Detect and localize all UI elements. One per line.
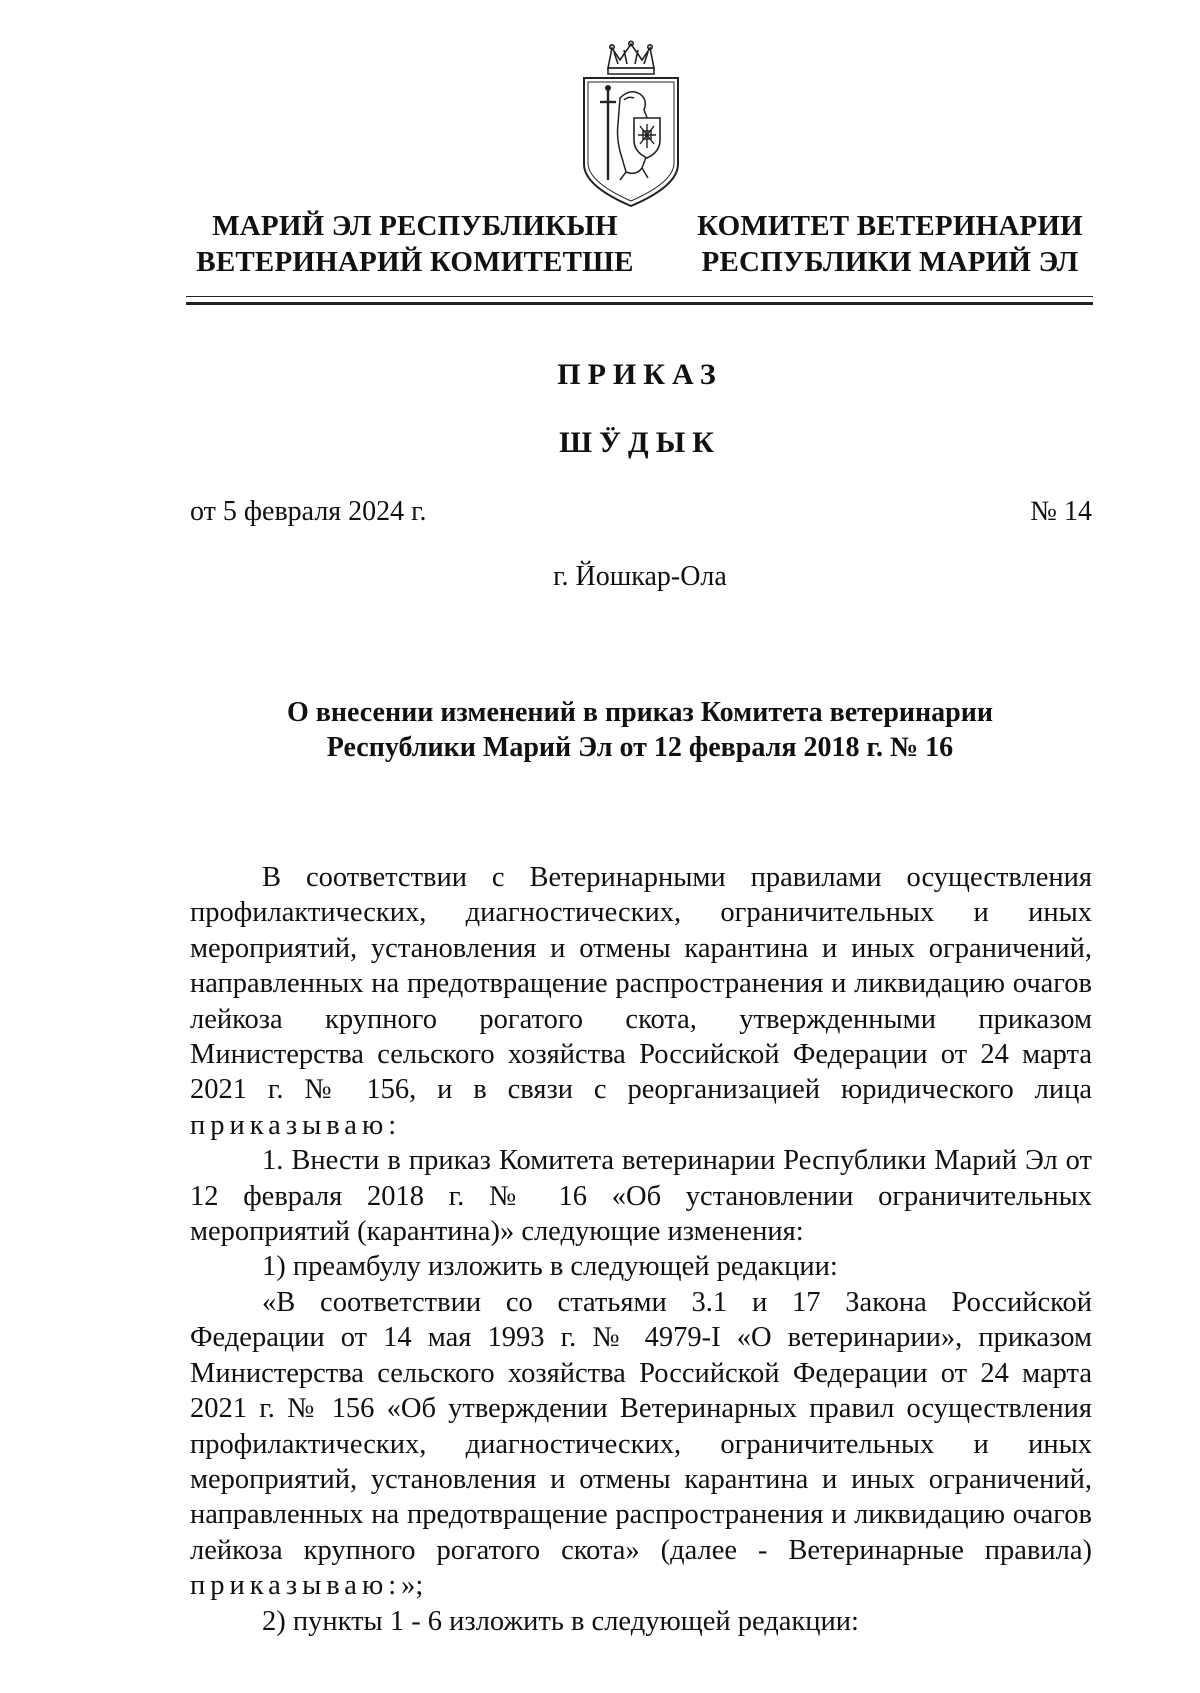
paragraph-preamble-order: приказываю: (190, 1109, 402, 1141)
subject-line1: О внесении изменений в приказ Комитета ветеринарии (286, 697, 994, 728)
document-number: № 14 (1030, 496, 1092, 527)
header-mari-line1: МАРИЙ ЭЛ РЕСПУБЛИКЫН (212, 210, 618, 242)
paragraph-quoted-end: »; (401, 1570, 424, 1602)
header-divider-thick (186, 302, 1093, 305)
subject-line2: Республики Марий Эл от 12 февраля 2018 г. № 16 (326, 732, 954, 763)
coat-of-arms-icon (578, 40, 684, 208)
paragraph-item-1: 1. Внести в приказ Комитета ветеринарии Республики Марий Эл от 12 февраля 2018 г. № 16 «Об установлении ограничительных мероприятий (карантина)» следующие изменения: (190, 1145, 1092, 1248)
paragraph-quoted-preamble (190, 1285, 1092, 1604)
document-subject (190, 695, 1090, 765)
header-russian (660, 208, 1120, 280)
paragraph-subitem-2: 2) пункты 1 - 6 изложить в следующей редакции: (262, 1605, 859, 1637)
paragraph-preamble (190, 860, 1092, 1143)
document-body (190, 860, 1092, 1639)
header-mari (180, 208, 650, 280)
paragraph-preamble-text: В соответствии с Ветеринарными правилами осуществления профилактических, диагностических, ограничительных и иных мероприятий, установления и отмены карантина и иных ограничений, направленных на предотвращение распространения и ликвидацию очагов лейкоза крупного рогатого скота, утвержденными приказом Министерства сельского хозяйства Российской Федерации от 24 марта 2021 г. № 156, и в связи с реорганизацией юридического лица (190, 862, 1092, 1106)
document-city: г. Йошкар-Ола (553, 561, 727, 592)
document-title-mari: ШӰДЫК (559, 426, 721, 459)
header-mari-line2: ВЕТЕРИНАРИЙ КОМИТЕТШЕ (196, 246, 634, 278)
document-date: от 5 февраля 2024 г. (190, 496, 427, 527)
header-russian-line1: КОМИТЕТ ВЕТЕРИНАРИИ (697, 210, 1083, 242)
document-title-ru: ПРИКАЗ (557, 358, 723, 391)
header-divider-thin (186, 296, 1093, 297)
paragraph-quoted-text: «В соответствии со статьями 3.1 и 17 Закона Российской Федерации от 14 мая 1993 г. № 4979-I «О ветеринарии», приказом Министерства сельского хозяйства Российской Федерации от 24 марта 2021 г. № 156 «Об утверждении Ветеринарных правил осуществления профилактических, диагностических, ограничительных и иных мероприятий, установления и отмены карантина и иных ограничений, направленных на предотвращение распространения и ликвидацию очагов лейкоза крупного рогатого скота» (далее - Ветеринарные правила) (190, 1286, 1092, 1566)
header-russian-line2: РЕСПУБЛИКИ МАРИЙ ЭЛ (701, 246, 1079, 278)
paragraph-quoted-order: приказываю: (190, 1570, 402, 1602)
paragraph-subitem-1: 1) преамбулу изложить в следующей редакции: (262, 1251, 838, 1283)
